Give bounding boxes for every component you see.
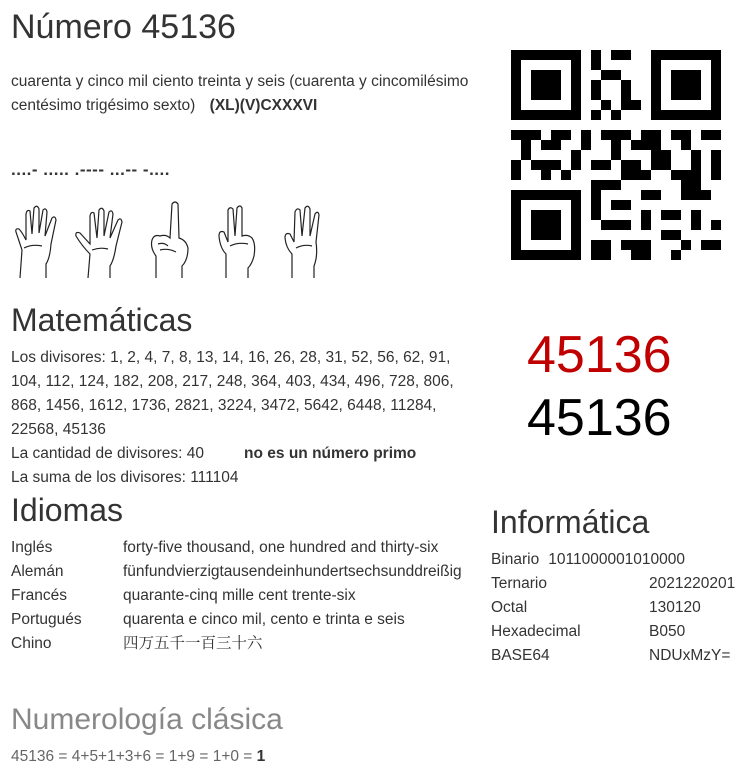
qr-code-icon (511, 50, 721, 260)
lang-name: Portugués (11, 611, 82, 628)
languages-section-title: Idiomas (11, 492, 124, 528)
lang-value: fünfundvierzigtausendeinhundertsechsunddreißig (123, 563, 462, 580)
lang-row-english (11, 536, 481, 560)
morse-code: ....- ..... .---- ...-- -.... (11, 160, 170, 179)
lang-value: forty-five thousand, one hundred and thirty-six (123, 539, 439, 556)
info-value: NDUxMzY= (649, 647, 731, 664)
big-number-black: 45136 (527, 389, 672, 447)
numerology-equation (11, 748, 265, 766)
lang-row-portuguese (11, 608, 481, 632)
numerology-result: 1 (256, 748, 266, 765)
informatics-table (491, 548, 750, 668)
info-row-binary (491, 548, 750, 572)
divisors-list: Los divisores: 1, 2, 4, 7, 8, 13, 14, 16, 26, 28, 31, 52, 56, 62, 91, 104, 112, 124, 182, 208, 217, 248, 364, 403, 434, 496, 728, 806, 868, 1456, 1612, 1736, 2821, 3224, 3472, 5642, 6448, 11284, 22568, 45136 (11, 349, 454, 438)
big-number-red: 45136 (527, 326, 672, 384)
math-section (11, 346, 481, 490)
divisor-sum: La suma de los divisores: 111104 (11, 469, 239, 486)
hand-sign-5-icon (74, 200, 138, 280)
info-row-ternary (491, 572, 750, 596)
lang-row-french (11, 584, 481, 608)
info-name: Binario (491, 551, 540, 568)
lang-name: Francés (11, 587, 67, 604)
sign-language-hands (12, 200, 332, 282)
info-name: Hexadecimal (491, 623, 581, 640)
informatics-section-title: Informática (491, 504, 650, 540)
lang-row-german (11, 560, 481, 584)
info-value: 2021220201 (649, 575, 736, 592)
prime-status: no es un número primo (244, 445, 417, 462)
numerology-steps: 45136 = 4+5+1+3+6 = 1+9 = 1+0 = (11, 748, 257, 765)
divisor-count-row (11, 442, 481, 466)
info-name: Ternario (491, 575, 547, 592)
info-value: 130120 (649, 599, 701, 616)
number-in-words (11, 70, 476, 118)
hand-sign-4-icon (12, 200, 68, 280)
lang-name: Chino (11, 635, 52, 652)
page-title: Número 45136 (11, 8, 236, 46)
info-name: BASE64 (491, 647, 550, 664)
hand-sign-6-icon (282, 200, 330, 280)
hand-sign-3-icon (216, 200, 264, 280)
lang-row-chinese (11, 632, 481, 656)
roman-numeral: (XL)(V)CXXXVI (209, 97, 318, 114)
math-section-title: Matemáticas (11, 302, 193, 338)
lang-name: Inglés (11, 539, 53, 556)
lang-value: quarenta e cinco mil, cento e trinta e seis (123, 611, 405, 628)
hand-sign-1-icon (148, 200, 194, 280)
info-value: B050 (649, 623, 686, 640)
lang-name: Alemán (11, 563, 64, 580)
info-name: Octal (491, 599, 528, 616)
info-row-octal (491, 596, 750, 620)
words-text: cuarenta y cinco mil ciento treinta y seis (cuarenta y cincomilésimo centésimo trigésimo sexto) (11, 73, 469, 114)
lang-value: 四万五千一百三十六 (123, 635, 263, 652)
divisor-count: La cantidad de divisores: 40 (11, 445, 205, 462)
info-value: 1011000001010000 (548, 551, 686, 568)
info-row-hex (491, 620, 750, 644)
numerology-section-title: Numerología clásica (11, 703, 283, 736)
info-row-base64 (491, 644, 750, 668)
lang-value: quarante-cinq mille cent trente-six (123, 587, 356, 604)
languages-table (11, 536, 481, 656)
